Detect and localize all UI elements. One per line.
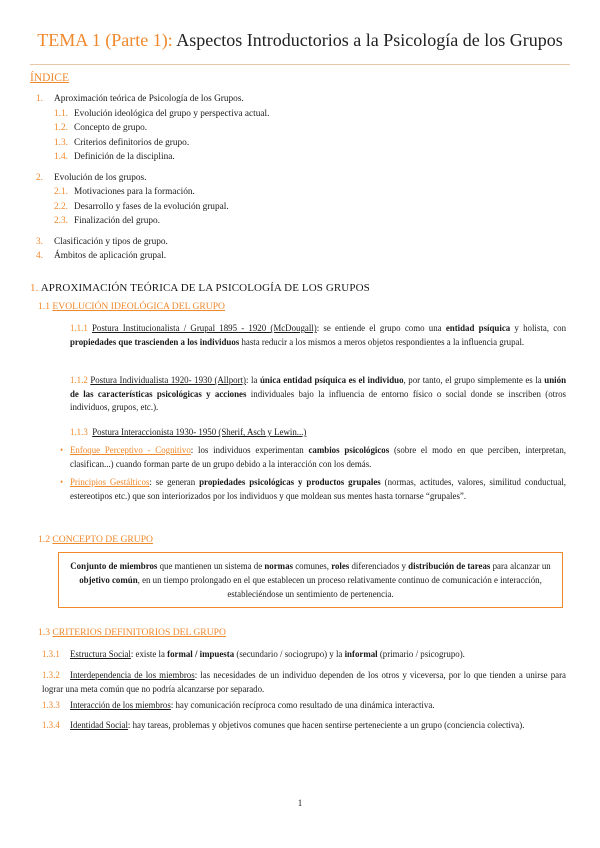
toc-subitem xyxy=(36,200,556,215)
crit-text: : hay tareas, problemas y objetivos comunes que hacen sentirse perteneciente a un grupo (conciencia colectiva). xyxy=(127,720,525,730)
para-bold: única entidad psíquica es el individuo xyxy=(260,375,404,385)
section-heading xyxy=(30,282,370,294)
toc-number: 2.1. xyxy=(54,187,68,197)
bullet-text: : los individuos experimentan xyxy=(190,445,309,455)
para-underline: Postura Institucionalista / Grupal 1895 - 1920 (McDougall) xyxy=(91,323,317,333)
crit-text: : las necesidades de un individuo dependen de los otros y viceversa, por lo que tienden a unirse para lograr una meta común que no podría alcanzarse por separado. xyxy=(42,670,566,694)
toc-number: 2.3. xyxy=(54,216,68,226)
def-bold: normas xyxy=(264,561,293,571)
paragraph-1-1-2 xyxy=(42,374,566,415)
document-title xyxy=(0,30,600,51)
toc-label: Evolución de los grupos. xyxy=(54,172,147,183)
toc-label: Finalización del grupo. xyxy=(74,216,160,226)
toc-label: Desarrollo y fases de la evolución grupal. xyxy=(74,201,229,212)
subsection-number: 1.3 xyxy=(38,627,50,638)
title-prefix: TEMA 1 (Parte 1): xyxy=(37,30,173,50)
para-number: 1.1.3 xyxy=(70,427,88,437)
toc-number: 1.3. xyxy=(54,137,68,148)
toc-number: 3. xyxy=(36,236,43,247)
toc-subitem xyxy=(36,214,556,229)
toc-item xyxy=(36,171,556,186)
subsection-number: 1.1 xyxy=(38,301,50,312)
toc-item xyxy=(36,92,556,107)
para-number: 1.1.1 xyxy=(70,323,88,333)
subsection-title: CONCEPTO DE GRUPO xyxy=(52,534,153,545)
def-text: diferenciados y xyxy=(349,561,409,571)
para-text: individuales bajo la influencia de entorno físico o social donde se inscriben (otros individuos, grupos, etc.). xyxy=(70,388,566,413)
toc-label: Ámbitos de aplicación grupal. xyxy=(54,251,167,261)
subsection-heading xyxy=(38,301,225,312)
toc-label: Concepto de grupo. xyxy=(74,123,148,133)
def-text: , en un tiempo prolongado en el que establecen un proceso relativamente continuo de comunicación e interacción, estableciéndose un sentimiento de pertenencia. xyxy=(137,575,542,599)
para-text: : la xyxy=(246,375,260,385)
para-bold: entidad psíquica xyxy=(445,323,511,333)
crit-text: (secundario / sociogrupo) y la xyxy=(234,649,345,659)
bullet-term: Enfoque Perceptivo - Cognitivo xyxy=(70,445,191,455)
criterion-1-3-1 xyxy=(42,648,566,662)
crit-number: 1.3.4 xyxy=(42,720,60,730)
toc-subitem xyxy=(36,185,556,200)
para-underline: Postura Individualista 1920- 1930 (Allport) xyxy=(90,375,246,385)
subsection-number: 1.2 xyxy=(38,534,50,545)
section-number: 1. xyxy=(30,282,39,294)
def-text: para alcanzar un xyxy=(490,561,551,571)
def-bold: Conjunto de miembros xyxy=(70,561,158,571)
criterion-1-3-2 xyxy=(42,669,566,696)
para-bold: propiedades que trascienden a los individuos xyxy=(70,336,240,347)
bullet-bold: cambios psicológicos xyxy=(308,445,390,455)
toc-item xyxy=(36,235,556,250)
paragraph-1-1-3 xyxy=(42,426,566,440)
toc-number: 2. xyxy=(36,172,43,183)
toc-number: 4. xyxy=(36,251,43,261)
crit-number: 1.3.3 xyxy=(42,700,60,710)
definition-box xyxy=(58,552,563,608)
def-bold: objetivo común xyxy=(79,575,138,585)
subsection-title: EVOLUCIÓN IDEOLÓGICA DEL GRUPO xyxy=(52,301,225,312)
def-bold: roles xyxy=(331,561,350,571)
toc-number: 1. xyxy=(36,94,43,104)
list-item xyxy=(60,444,566,471)
subsection-heading xyxy=(38,534,153,545)
para-underline: Postura Interaccionista 1930- 1950 (Sherif, Asch y Lewin...) xyxy=(92,427,307,437)
paragraph-1-1-1 xyxy=(42,322,566,349)
toc-subitem xyxy=(36,121,556,136)
toc-subitem xyxy=(36,136,556,151)
criterion-1-3-4 xyxy=(42,719,566,733)
toc-subitem xyxy=(36,150,556,165)
table-of-contents xyxy=(36,92,556,264)
toc-label: Motivaciones para la formación. xyxy=(74,187,195,197)
toc-label: Clasificación y tipos de grupo. xyxy=(54,236,168,247)
toc-label: Criterios definitorios de grupo. xyxy=(74,137,190,148)
criterion-1-3-3 xyxy=(42,699,566,713)
toc-label: Aproximación teórica de Psicología de los Grupos. xyxy=(54,94,244,104)
para-bold: unión de las características psicológicas y acciones xyxy=(70,375,567,399)
toc-number: 1.4. xyxy=(54,152,68,162)
def-bold: distribución de tareas xyxy=(408,561,491,571)
toc-subitem xyxy=(36,107,556,122)
crit-text: (primario / psicogrupo). xyxy=(377,649,465,659)
crit-number: 1.3.2 xyxy=(42,670,60,680)
toc-item xyxy=(36,249,556,264)
crit-bold: formal / impuesta xyxy=(167,649,235,659)
subsection-heading xyxy=(38,627,226,638)
index-heading: ÍNDICE xyxy=(30,72,69,84)
toc-number: 2.2. xyxy=(54,201,68,212)
def-text: comunes, xyxy=(292,561,332,571)
page-number: 1 xyxy=(297,798,303,808)
para-text: : se entiende el grupo como una xyxy=(316,323,446,333)
bullet-bold: propiedades psicológicas y productos grupales xyxy=(199,477,381,488)
crit-number: 1.3.1 xyxy=(42,649,60,659)
list-item xyxy=(60,476,566,503)
para-text: , por tanto, el grupo simplemente es la xyxy=(403,375,545,385)
title-divider xyxy=(30,64,570,65)
bullet-text: (sobre el modo en que perciben, interpretan, clasifican...) cuando forman parte de un grupo debido a la interacción con los demás. xyxy=(70,445,566,469)
def-text: que mantienen un sistema de xyxy=(157,561,265,571)
para-text: y holista, con xyxy=(510,323,567,333)
para-text: hasta reducir a los mismos a meros objetos respondientes a la influencia grupal. xyxy=(239,336,525,347)
crit-underline: Interacción de los miembros xyxy=(70,700,171,710)
bullet-term: Principios Gestálticos xyxy=(70,477,150,488)
toc-number: 1.1. xyxy=(54,108,68,119)
crit-bold: informal xyxy=(344,649,378,659)
toc-label: Definición de la disciplina. xyxy=(74,152,175,162)
section-title: APROXIMACIÓN TEÓRICA DE LA PSICOLOGÍA DE LOS GRUPOS xyxy=(40,282,370,294)
title-main: Aspectos Introductorios a la Psicología de los Grupos xyxy=(176,30,563,50)
bullet-list xyxy=(60,444,566,508)
crit-underline: Identidad Social xyxy=(70,720,128,730)
bullet-text: : se generan xyxy=(149,477,200,488)
crit-underline: Estructura Social xyxy=(70,649,131,659)
subsection-title: CRITERIOS DEFINITORIOS DEL GRUPO xyxy=(52,627,226,638)
toc-label: Evolución ideológica del grupo y perspectiva actual. xyxy=(74,108,270,119)
crit-text: : existe la xyxy=(130,649,168,659)
crit-underline: Interdependencia de los miembros xyxy=(70,670,195,680)
toc-number: 1.2. xyxy=(54,123,68,133)
bullet-text: (normas, actitudes, valores, similitud conductual, estereotipos etc.) que son interiorizados por los individuos y que moldean sus mentes hasta tornarse “grupales”. xyxy=(70,477,567,501)
crit-text: : hay comunicación recíproca como resultado de una dinámica interactiva. xyxy=(170,700,435,710)
para-number: 1.1.2 xyxy=(70,375,88,385)
